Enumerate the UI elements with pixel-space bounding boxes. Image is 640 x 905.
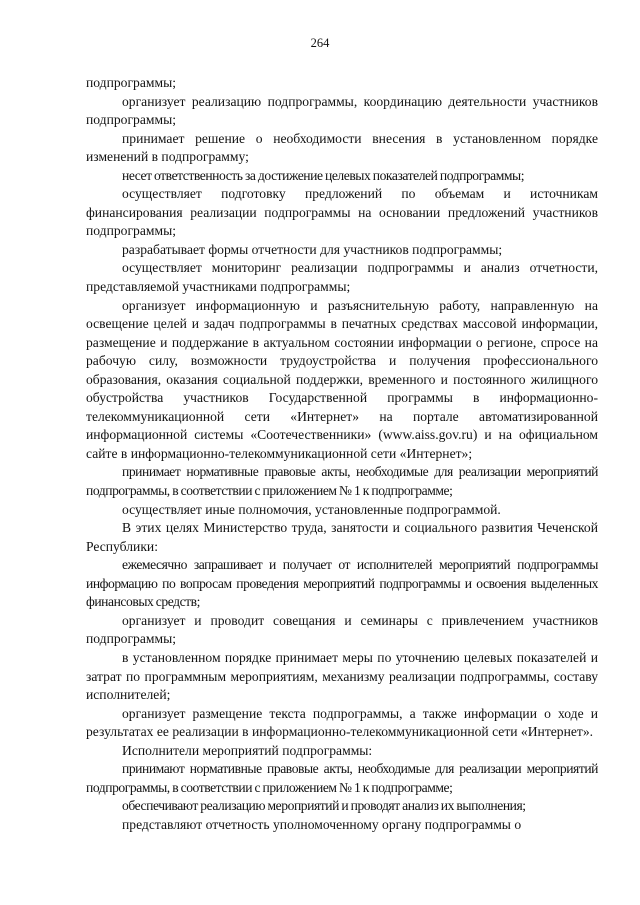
paragraph: принимают нормативные правовые акты, необходимые для реализации мероприятий подпрограммы, в соответствии с приложением № 1 к подпрограмме;: [86, 761, 598, 795]
paragraph: в установленном порядке принимает меры по уточнению целевых показателей и затрат по программным мероприятиям, механизму реализации подпрограммы, составу исполнителей;: [86, 649, 598, 703]
paragraph: несет ответственность за достижение целевых показателей подпрограммы;: [122, 167, 525, 183]
paragraph: осуществляет иные полномочия, установленные подпрограммой.: [122, 501, 501, 517]
paragraph: обеспечивают реализацию мероприятий и проводят анализ их выполнения;: [122, 798, 526, 814]
paragraph: осуществляет подготовку предложений по объемам и источникам финансирования реализации подпрограммы на основании предложений участников подпрограммы;: [86, 186, 598, 239]
document-body: [86, 74, 598, 834]
paragraph: В этих целях Министерство труда, занятости и социального развития Чеченской Республики:: [86, 520, 598, 554]
paragraph: ежемесячно запрашивает и получает от исполнителей мероприятий подпрограммы информацию по вопросам проведения мероприятий подпрограммы и освоения выделенных финансовых средств;: [86, 557, 598, 610]
paragraph: Исполнители мероприятий подпрограммы:: [122, 742, 373, 758]
paragraph: организует размещение текста подпрограммы, а также информации о ходе и результатах ее реализации в информационно-телекоммуникационной сети «Интернет».: [86, 705, 598, 740]
paragraph: представляют отчетность уполномоченному органу подпрограммы о: [122, 816, 522, 832]
paragraph: организует реализацию подпрограммы, координацию деятельности участников подпрограммы;: [86, 93, 598, 128]
paragraph: разрабатывает формы отчетности для участников подпрограммы;: [122, 241, 503, 257]
paragraph: организует информационную и разъяснительную работу, направленную на освещение целей и задач подпрограммы в печатных средствах массовой информации, размещение и поддержание в актуальном состоянии информации о регионе, спросе на рабочую силу, возможности трудоустройства и получения профессионального образования, оказания социальной поддержки, временного и постоянного жилищного обустройства участников Государственной программы в информационно-телекоммуникационной сети «Интернет» на портале автоматизированной информационной системы «Соотечественники» (www.aiss.gov.ru) и на официальном сайте в информационно-телекоммуникационной сети «Интернет»;: [86, 297, 598, 461]
paragraph: подпрограммы;: [86, 75, 176, 90]
paragraph: организует и проводит совещания и семинары с привлечением участников подпрограммы;: [86, 612, 598, 647]
page-number: 264: [310, 36, 330, 50]
paragraph: осуществляет мониторинг реализации подпрограммы и анализ отчетности, представляемой участниками подпрограммы;: [86, 260, 598, 295]
paragraph: принимает нормативные правовые акты, необходимые для реализации мероприятий подпрограммы, в соответствии с приложением № 1 к подпрограмме;: [86, 464, 598, 499]
paragraph: принимает решение о необходимости внесения в установленном порядке изменений в подпрограмму;: [86, 130, 598, 165]
